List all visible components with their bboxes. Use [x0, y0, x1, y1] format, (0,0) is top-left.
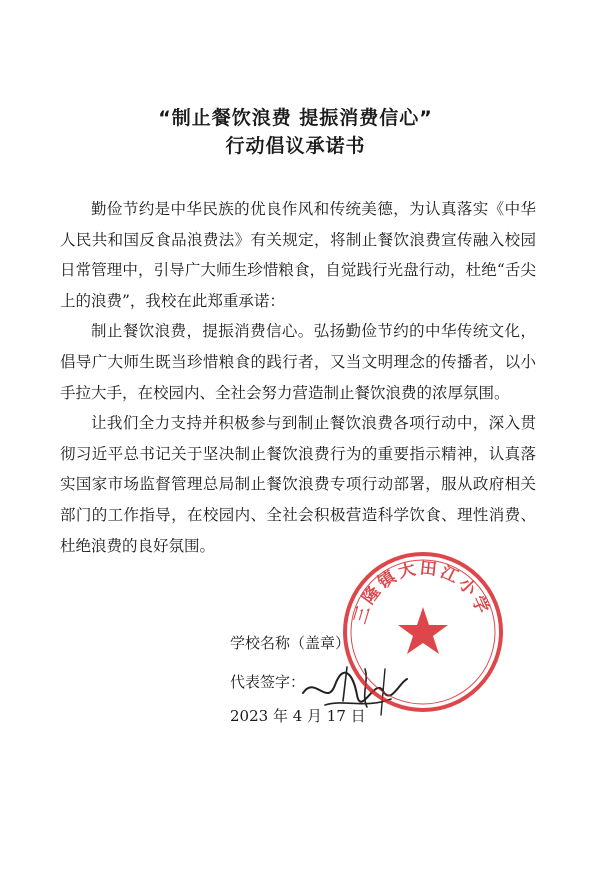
paragraph-1: 勤俭节约是中华民族的优良作风和传统美德，为认真落实《中华人民共和国反食品浪费法》有关规定，将制止餐饮浪费宣传融入校园日常管理中，引导广大师生珍惜粮食，自觉践行光盘行动，杜绝“舌尖上的浪费”，我校在此郑重承诺：	[60, 200, 536, 310]
school-name-label: 学校名称（盖章）	[230, 634, 351, 652]
paragraph-2: 制止餐饮浪费，提振消费信心。弘扬勤俭节约的中华传统文化，倡导广大师生既当珍惜粮食的践行者，又当文明理念的传播者，以小手拉大手，在校园内、全社会努力营造制止餐饮浪费的浓厚氛围。	[60, 322, 536, 402]
seal-text: 三隆镇大田江小学	[350, 558, 494, 627]
paragraph-3: 让我们全力支持并积极参与到制止餐饮浪费各项行动中，深入贯彻习近平总书记关于坚决制止餐饮浪费行为的重要指示精神，认真落实国家市场监督管理总局制止餐饮浪费专项行动部署，服从政府相关部门的工作指导，在校园内、全社会积极营造科学饮食、理性消费、杜绝浪费的良好氛围。	[60, 414, 536, 555]
signature-date: 2023 年 4 月 17 日	[230, 707, 366, 725]
document-title-line1: “制止餐饮浪费 提振消费信心”	[158, 107, 433, 129]
document-title-line2: 行动倡议承诺书	[225, 135, 366, 157]
official-seal-icon	[338, 547, 508, 717]
document-body	[60, 194, 536, 561]
representative-label: 代表签字：	[230, 673, 306, 691]
